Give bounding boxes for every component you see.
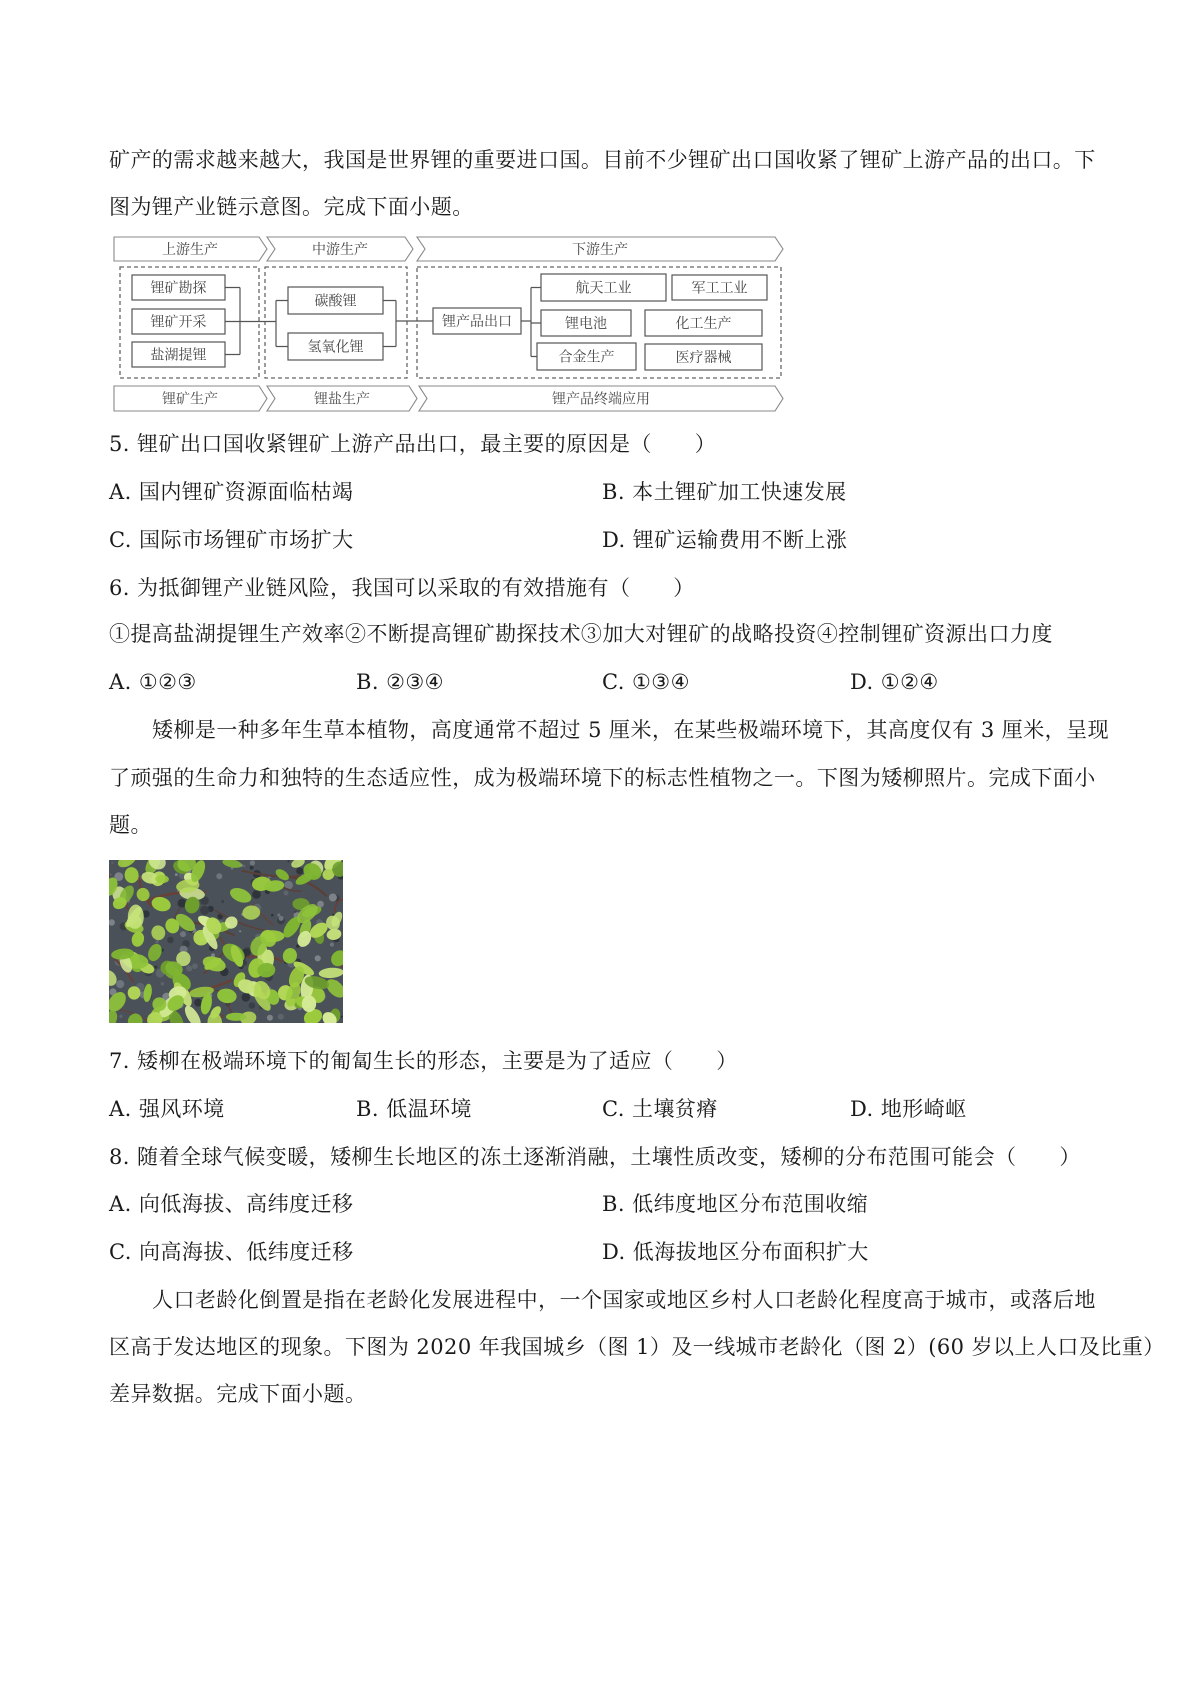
- q5-option-a: A. 国内锂矿资源面临枯竭: [109, 480, 354, 504]
- q5-stem: 5. 锂矿出口国收紧锂矿上游产品出口，最主要的原因是（ ）: [109, 432, 717, 456]
- q6-statements: ①提高盐湖提锂生产效率②不断提高锂矿勘探技术③加大对锂矿的战略投资④控制锂矿资源出口力度: [109, 622, 1053, 646]
- label-aerospace: 航天工业: [575, 280, 632, 297]
- gravel-speck: [180, 931, 186, 937]
- gravel-speck: [200, 906, 209, 915]
- passage-willow-line-1: 矮柳是一种多年生草本植物，高度通常不超过 5 厘米，在某些极端环境下，其高度仅有 3 厘米，呈现: [152, 718, 1110, 742]
- gravel-speck: [267, 1015, 273, 1021]
- q6-option-b: B. ②③④: [356, 670, 444, 694]
- q7-option-c: C. 土壤贫瘠: [602, 1097, 718, 1121]
- passage-aging-line-3: 差异数据。完成下面小题。: [109, 1382, 367, 1406]
- gravel-speck: [167, 937, 174, 944]
- group-frame-midstream: [265, 267, 407, 378]
- gravel-speck: [250, 860, 255, 865]
- q7-option-d: D. 地形崎岖: [850, 1097, 967, 1121]
- q6-stem: 6. 为抵御锂产业链风险，我国可以采取的有效措施有（ ）: [109, 576, 695, 600]
- gravel-speck: [341, 1016, 343, 1018]
- q8-option-b: B. 低纬度地区分布范围收缩: [602, 1192, 869, 1216]
- gravel-speck: [194, 999, 202, 1007]
- q8-option-a: A. 向低海拔、高纬度迁移: [109, 1192, 354, 1216]
- gravel-speck: [116, 980, 124, 988]
- willow-leaf: [226, 1013, 246, 1021]
- passage-willow-line-2: 了顽强的生命力和独特的生态适应性，成为极端环境下的标志性植物之一。下图为矮柳照片。完成下面小: [109, 766, 1096, 790]
- gravel-speck: [216, 873, 222, 879]
- passage-aging-line-2: 区高于发达地区的现象。下图为 2020 年我国城乡（图 1）及一线城市老龄化（图 2）(60 岁以上人口及比重）: [109, 1335, 1165, 1359]
- willow-leaf: [128, 986, 141, 999]
- dwarf-willow-photo: [109, 860, 343, 1023]
- gravel-speck: [294, 911, 296, 913]
- gravel-speck: [277, 914, 280, 917]
- q5-option-b: B. 本土锂矿加工快速发展: [602, 480, 847, 504]
- label-salt-lake-extraction: 盐湖提锂: [150, 347, 207, 364]
- passage-lithium-line-1: 矿产的需求越来越大，我国是世界锂的重要进口国。目前不少锂矿出口国收紧了锂矿上游产品的出口。下: [109, 148, 1096, 172]
- q7-stem: 7. 矮柳在极端环境下的匍匐生长的形态，主要是为了适应（ ）: [109, 1049, 738, 1073]
- stage-label-upstream: 上游生产: [162, 242, 218, 258]
- stage-label-salt-production: 锂盐生产: [314, 391, 370, 408]
- gravel-speck: [249, 1002, 256, 1009]
- label-lithium-carbonate: 碳酸锂: [314, 293, 357, 310]
- gravel-speck: [186, 965, 192, 971]
- label-alloy-production: 合金生产: [558, 349, 615, 366]
- gravel-speck: [154, 966, 157, 969]
- lithium-industry-chain-diagram: [100, 228, 800, 418]
- gravel-speck: [279, 916, 284, 921]
- q5-option-c: C. 国际市场锂矿市场扩大: [109, 528, 354, 552]
- passage-lithium-line-2: 图为锂产业链示意图。完成下面小题。: [109, 195, 474, 219]
- connector-upstream: [225, 288, 288, 355]
- gravel-speck: [243, 865, 246, 868]
- label-chemical-production: 化工生产: [675, 316, 732, 332]
- gravel-speck: [175, 873, 178, 876]
- label-lithium-battery: 锂电池: [565, 316, 607, 332]
- q6-option-a: A. ①②③: [109, 670, 197, 694]
- gravel-speck: [239, 930, 241, 932]
- gravel-speck: [161, 982, 164, 985]
- q6-option-d: D. ①②④: [850, 670, 939, 694]
- gravel-speck: [155, 940, 159, 944]
- label-lithium-export: 锂产品出口: [442, 314, 512, 330]
- q7-option-a: A. 强风环境: [109, 1097, 225, 1121]
- gravel-speck: [296, 867, 303, 874]
- label-lithium-exploration: 锂矿勘探: [150, 280, 207, 297]
- gravel-speck: [242, 993, 251, 1002]
- stage-label-downstream: 下游生产: [572, 242, 628, 258]
- gravel-speck: [284, 891, 289, 896]
- q8-option-d: D. 低海拔地区分布面积扩大: [602, 1240, 869, 1264]
- gravel-speck: [315, 955, 321, 961]
- q8-option-c: C. 向高海拔、低纬度迁移: [109, 1240, 354, 1264]
- gravel-speck: [330, 943, 334, 947]
- q8-stem: 8. 随着全球气候变暖，矮柳生长地区的冻土逐渐消融，土壤性质改变，矮柳的分布范围可能会（ ）: [109, 1145, 1081, 1169]
- passage-aging-line-1: 人口老龄化倒置是指在老龄化发展进程中，一个国家或地区乡村人口老龄化程度高于城市，或落后地: [152, 1288, 1096, 1312]
- gravel-speck: [278, 1014, 284, 1020]
- gravel-speck: [288, 860, 290, 862]
- q6-option-c: C. ①③④: [602, 670, 690, 694]
- stage-label-end-use: 锂产品终端应用: [552, 391, 650, 408]
- stage-label-ore-production: 锂矿生产: [162, 391, 218, 408]
- gravel-speck: [250, 866, 254, 870]
- q7-option-b: B. 低温环境: [356, 1097, 472, 1121]
- gravel-speck: [111, 862, 113, 864]
- label-medical-devices: 医疗器械: [675, 350, 732, 366]
- label-lithium-hydroxide: 氢氧化锂: [307, 339, 364, 356]
- gravel-speck: [192, 963, 198, 969]
- connector-midstream: [383, 301, 433, 347]
- gravel-speck: [252, 890, 261, 899]
- passage-willow-line-3: 题。: [109, 813, 152, 837]
- gravel-speck: [221, 900, 224, 903]
- gravel-speck: [119, 1015, 122, 1018]
- stage-label-midstream: 中游生产: [312, 242, 368, 258]
- gravel-speck: [329, 894, 337, 902]
- q5-option-d: D. 锂矿运输费用不断上涨: [602, 528, 848, 552]
- gravel-speck: [271, 914, 274, 917]
- label-military-industry: 军工工业: [691, 280, 748, 297]
- label-lithium-mining: 锂矿开采: [150, 314, 207, 331]
